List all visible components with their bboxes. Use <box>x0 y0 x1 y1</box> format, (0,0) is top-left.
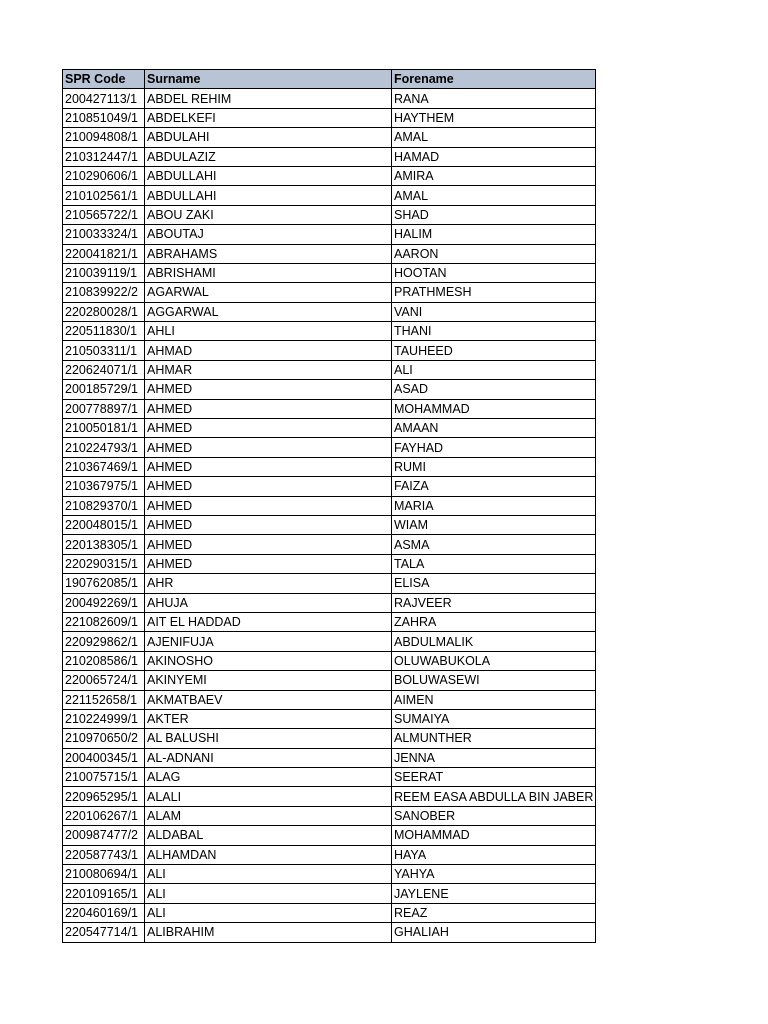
table-row <box>63 108 596 127</box>
spr-code-cell: 220065724/1 <box>63 671 145 690</box>
forename-cell: RANA <box>392 89 596 108</box>
surname-cell: ALIBRAHIM <box>145 923 392 942</box>
header-forename: Forename <box>392 70 596 89</box>
forename-cell: MOHAMMAD <box>392 399 596 418</box>
forename-cell: AARON <box>392 244 596 263</box>
forename-cell: ABDULMALIK <box>392 632 596 651</box>
spr-code-cell: 221152658/1 <box>63 690 145 709</box>
spr-code-cell: 220965295/1 <box>63 787 145 806</box>
forename-cell: ASAD <box>392 380 596 399</box>
spr-code-cell: 220511830/1 <box>63 322 145 341</box>
surname-cell: AGARWAL <box>145 283 392 302</box>
spr-code-cell: 200185729/1 <box>63 380 145 399</box>
forename-cell: VANI <box>392 302 596 321</box>
student-list-table <box>62 69 596 943</box>
forename-cell: HAMAD <box>392 147 596 166</box>
table-row <box>63 128 596 147</box>
surname-cell: ALI <box>145 865 392 884</box>
forename-cell: HAYA <box>392 845 596 864</box>
surname-cell: AGGARWAL <box>145 302 392 321</box>
surname-cell: AJENIFUJA <box>145 632 392 651</box>
forename-cell: ELISA <box>392 574 596 593</box>
surname-cell: AHMAD <box>145 341 392 360</box>
forename-cell: SEERAT <box>392 768 596 787</box>
surname-cell: ALHAMDAN <box>145 845 392 864</box>
table-row <box>63 283 596 302</box>
surname-cell: AKTER <box>145 709 392 728</box>
spr-code-cell: 200427113/1 <box>63 89 145 108</box>
table-row <box>63 612 596 631</box>
surname-cell: AHR <box>145 574 392 593</box>
surname-cell: AHMED <box>145 419 392 438</box>
surname-cell: ALAG <box>145 768 392 787</box>
spr-code-cell: 220109165/1 <box>63 884 145 903</box>
surname-cell: ABDULLAHI <box>145 166 392 185</box>
spr-code-cell: 220280028/1 <box>63 302 145 321</box>
table-row <box>63 205 596 224</box>
table-row <box>63 535 596 554</box>
forename-cell: PRATHMESH <box>392 283 596 302</box>
spr-code-cell: 220290315/1 <box>63 554 145 573</box>
forename-cell: AIMEN <box>392 690 596 709</box>
forename-cell: ASMA <box>392 535 596 554</box>
table-header <box>63 70 596 89</box>
surname-cell: ABDEL REHIM <box>145 89 392 108</box>
table-row <box>63 302 596 321</box>
forename-cell: ZAHRA <box>392 612 596 631</box>
table-row <box>63 671 596 690</box>
table-row <box>63 593 596 612</box>
surname-cell: AHMED <box>145 515 392 534</box>
surname-cell: AKMATBAEV <box>145 690 392 709</box>
spr-code-cell: 220138305/1 <box>63 535 145 554</box>
surname-cell: AHMED <box>145 535 392 554</box>
spr-code-cell: 210033324/1 <box>63 225 145 244</box>
table-row <box>63 768 596 787</box>
spr-code-cell: 190762085/1 <box>63 574 145 593</box>
surname-cell: AKINYEMI <box>145 671 392 690</box>
spr-code-cell: 210970650/2 <box>63 729 145 748</box>
surname-cell: ABRAHAMS <box>145 244 392 263</box>
spr-code-cell: 200492269/1 <box>63 593 145 612</box>
forename-cell: SANOBER <box>392 806 596 825</box>
spr-code-cell: 200987477/2 <box>63 826 145 845</box>
table-row <box>63 515 596 534</box>
table-row <box>63 748 596 767</box>
surname-cell: ALI <box>145 903 392 922</box>
spr-code-cell: 220587743/1 <box>63 845 145 864</box>
forename-cell: AMAL <box>392 186 596 205</box>
table-row <box>63 729 596 748</box>
forename-cell: YAHYA <box>392 865 596 884</box>
spr-code-cell: 210080694/1 <box>63 865 145 884</box>
surname-cell: AHLI <box>145 322 392 341</box>
spr-code-cell: 210503311/1 <box>63 341 145 360</box>
forename-cell: HOOTAN <box>392 263 596 282</box>
table-row <box>63 477 596 496</box>
table-row <box>63 806 596 825</box>
table-row <box>63 186 596 205</box>
header-surname: Surname <box>145 70 392 89</box>
table-row <box>63 380 596 399</box>
table-row <box>63 166 596 185</box>
table-row <box>63 438 596 457</box>
table-row <box>63 322 596 341</box>
forename-cell: AMIRA <box>392 166 596 185</box>
table-row <box>63 884 596 903</box>
spr-code-cell: 221082609/1 <box>63 612 145 631</box>
surname-cell: ALDABAL <box>145 826 392 845</box>
spr-code-cell: 220041821/1 <box>63 244 145 263</box>
forename-cell: AMAL <box>392 128 596 147</box>
forename-cell: ALI <box>392 360 596 379</box>
header-row <box>63 70 596 89</box>
spr-code-cell: 210039119/1 <box>63 263 145 282</box>
spr-code-cell: 210094808/1 <box>63 128 145 147</box>
spr-code-cell: 210839922/2 <box>63 283 145 302</box>
surname-cell: AKINOSHO <box>145 651 392 670</box>
surname-cell: AHMED <box>145 457 392 476</box>
surname-cell: AHMAR <box>145 360 392 379</box>
table-row <box>63 244 596 263</box>
spr-code-cell: 210367469/1 <box>63 457 145 476</box>
forename-cell: TAUHEED <box>392 341 596 360</box>
spr-code-cell: 210224793/1 <box>63 438 145 457</box>
forename-cell: AMAAN <box>392 419 596 438</box>
table-row <box>63 787 596 806</box>
forename-cell: MARIA <box>392 496 596 515</box>
table-row <box>63 574 596 593</box>
table-row <box>63 263 596 282</box>
forename-cell: JAYLENE <box>392 884 596 903</box>
surname-cell: ABDULAHI <box>145 128 392 147</box>
spr-code-cell: 200400345/1 <box>63 748 145 767</box>
forename-cell: HAYTHEM <box>392 108 596 127</box>
table-row <box>63 496 596 515</box>
table-row <box>63 845 596 864</box>
surname-cell: ALAM <box>145 806 392 825</box>
table-row <box>63 923 596 942</box>
spr-code-cell: 210102561/1 <box>63 186 145 205</box>
forename-cell: REAZ <box>392 903 596 922</box>
table-row <box>63 147 596 166</box>
forename-cell: RUMI <box>392 457 596 476</box>
forename-cell: THANI <box>392 322 596 341</box>
forename-cell: BOLUWASEWI <box>392 671 596 690</box>
surname-cell: AHUJA <box>145 593 392 612</box>
table-row <box>63 225 596 244</box>
spr-code-cell: 210565722/1 <box>63 205 145 224</box>
table-row <box>63 457 596 476</box>
surname-cell: ABDULAZIZ <box>145 147 392 166</box>
surname-cell: AHMED <box>145 399 392 418</box>
spr-code-cell: 210312447/1 <box>63 147 145 166</box>
spr-code-cell: 200778897/1 <box>63 399 145 418</box>
table-row <box>63 419 596 438</box>
spr-code-cell: 210075715/1 <box>63 768 145 787</box>
forename-cell: FAYHAD <box>392 438 596 457</box>
surname-cell: AL-ADNANI <box>145 748 392 767</box>
surname-cell: ABOU ZAKI <box>145 205 392 224</box>
spr-code-cell: 220547714/1 <box>63 923 145 942</box>
surname-cell: AIT EL HADDAD <box>145 612 392 631</box>
forename-cell: JENNA <box>392 748 596 767</box>
forename-cell: SHAD <box>392 205 596 224</box>
forename-cell: TALA <box>392 554 596 573</box>
forename-cell: HALIM <box>392 225 596 244</box>
forename-cell: WIAM <box>392 515 596 534</box>
surname-cell: AHMED <box>145 438 392 457</box>
spr-code-cell: 220106267/1 <box>63 806 145 825</box>
spr-code-cell: 220460169/1 <box>63 903 145 922</box>
surname-cell: ABOUTAJ <box>145 225 392 244</box>
forename-cell: MOHAMMAD <box>392 826 596 845</box>
table-body <box>63 89 596 942</box>
spr-code-cell: 220048015/1 <box>63 515 145 534</box>
table-row <box>63 826 596 845</box>
forename-cell: ALMUNTHER <box>392 729 596 748</box>
table-row <box>63 360 596 379</box>
surname-cell: AHMED <box>145 380 392 399</box>
table-row <box>63 632 596 651</box>
table-row <box>63 903 596 922</box>
table-row <box>63 399 596 418</box>
table-row <box>63 651 596 670</box>
forename-cell: FAIZA <box>392 477 596 496</box>
spr-code-cell: 210851049/1 <box>63 108 145 127</box>
table-row <box>63 690 596 709</box>
surname-cell: AHMED <box>145 477 392 496</box>
forename-cell: SUMAIYA <box>392 709 596 728</box>
surname-cell: ABRISHAMI <box>145 263 392 282</box>
spr-code-cell: 210829370/1 <box>63 496 145 515</box>
spr-code-cell: 220929862/1 <box>63 632 145 651</box>
surname-cell: ABDULLAHI <box>145 186 392 205</box>
spr-code-cell: 210224999/1 <box>63 709 145 728</box>
forename-cell: REEM EASA ABDULLA BIN JABER <box>392 787 596 806</box>
surname-cell: AHMED <box>145 554 392 573</box>
table-row <box>63 341 596 360</box>
table-row <box>63 554 596 573</box>
spr-code-cell: 210367975/1 <box>63 477 145 496</box>
spr-code-cell: 220624071/1 <box>63 360 145 379</box>
surname-cell: ABDELKEFI <box>145 108 392 127</box>
spr-code-cell: 210050181/1 <box>63 419 145 438</box>
surname-cell: AL BALUSHI <box>145 729 392 748</box>
table-row <box>63 709 596 728</box>
spr-code-cell: 210208586/1 <box>63 651 145 670</box>
spr-code-cell: 210290606/1 <box>63 166 145 185</box>
surname-cell: ALI <box>145 884 392 903</box>
table-row <box>63 865 596 884</box>
header-spr-code: SPR Code <box>63 70 145 89</box>
forename-cell: OLUWABUKOLA <box>392 651 596 670</box>
surname-cell: AHMED <box>145 496 392 515</box>
surname-cell: ALALI <box>145 787 392 806</box>
forename-cell: RAJVEER <box>392 593 596 612</box>
table-row <box>63 89 596 108</box>
forename-cell: GHALIAH <box>392 923 596 942</box>
